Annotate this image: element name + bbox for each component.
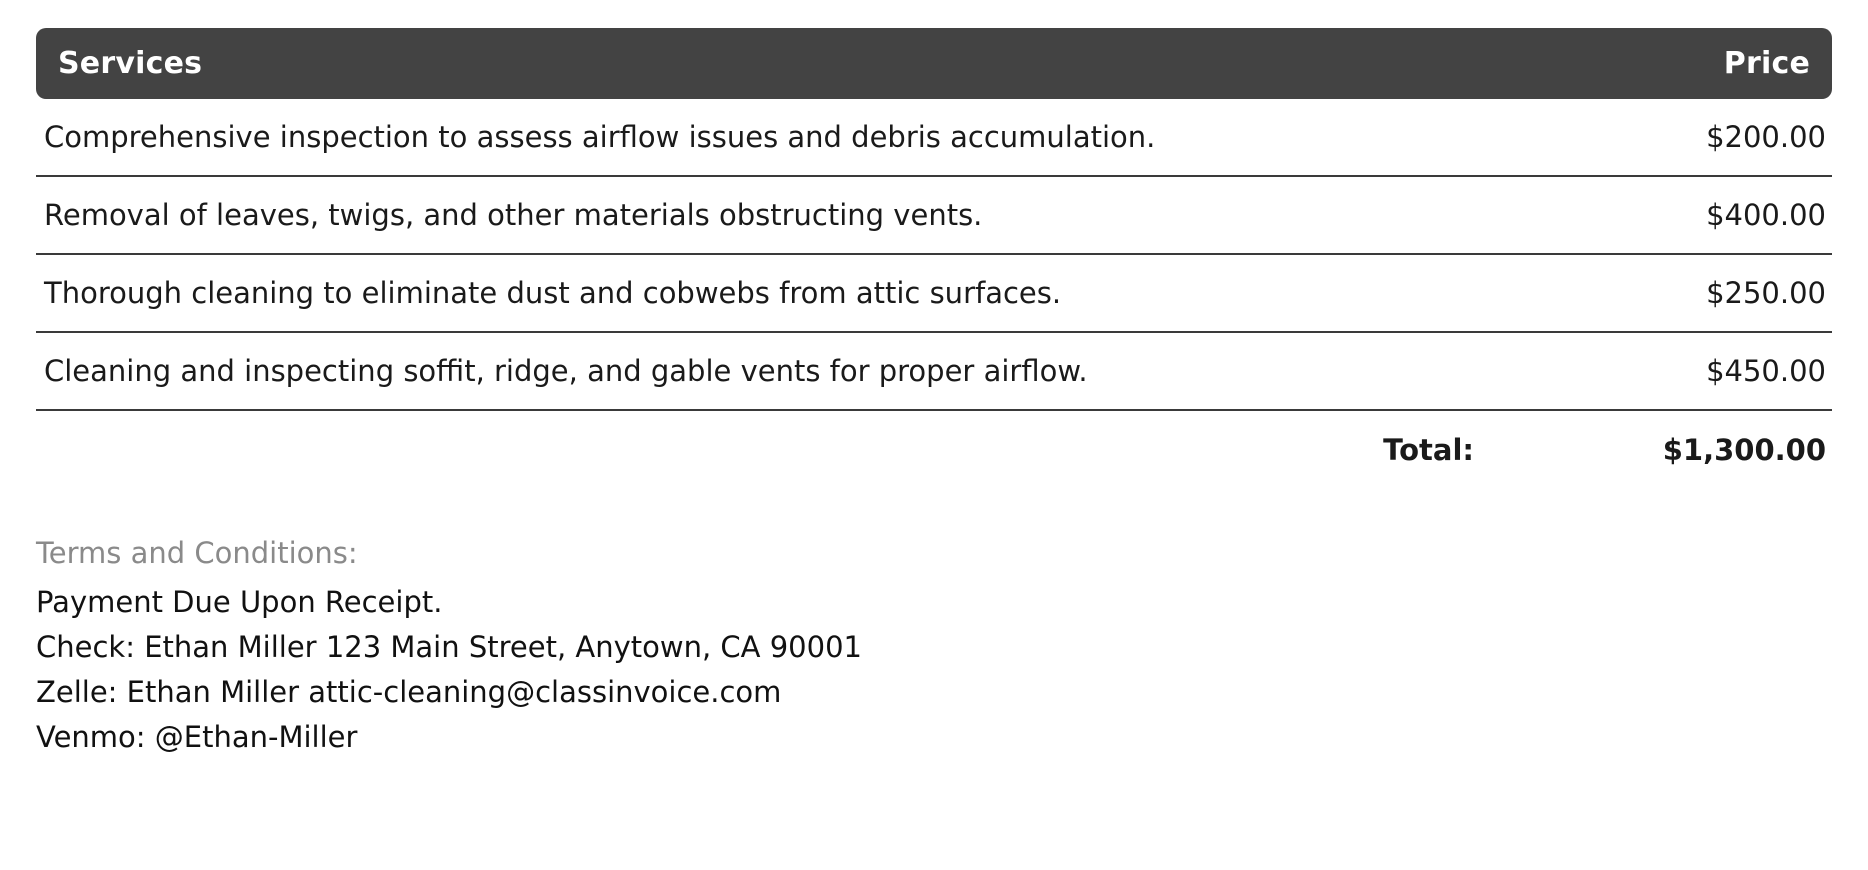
total-value: $1,300.00 [1662, 433, 1826, 467]
services-table-body [36, 99, 1832, 488]
terms-line-payment: Payment Due Upon Receipt. [36, 585, 443, 619]
services-table-head [36, 28, 1832, 99]
services-table [36, 28, 1832, 488]
service-price: $400.00 [1518, 176, 1832, 254]
services-table-header-row [36, 28, 1832, 99]
table-row [36, 332, 1832, 410]
terms-and-conditions-section [36, 536, 1832, 760]
service-price: $200.00 [1518, 99, 1832, 176]
service-price: $450.00 [1518, 332, 1832, 410]
total-label: Total: [1383, 433, 1474, 467]
table-row [36, 99, 1832, 176]
terms-heading: Terms and Conditions: [36, 536, 358, 570]
column-header-price: Price [1518, 28, 1832, 99]
terms-line-venmo: Venmo: @Ethan-Miller [36, 719, 358, 754]
service-description: Thorough cleaning to eliminate dust and cobwebs from attic surfaces. [36, 254, 1518, 332]
terms-line-zelle: Zelle: Ethan Miller attic-cleaning@classinvoice.com [36, 674, 782, 709]
terms-line-check: Check: Ethan Miller 123 Main Street, Anytown, CA 90001 [36, 629, 862, 664]
table-row [36, 254, 1832, 332]
total-row [36, 410, 1832, 488]
service-description: Cleaning and inspecting soffit, ridge, and gable vents for proper airflow. [36, 332, 1518, 410]
service-description: Removal of leaves, twigs, and other materials obstructing vents. [36, 176, 1518, 254]
column-header-services: Services [36, 28, 1518, 99]
table-row [36, 176, 1832, 254]
service-price: $250.00 [1518, 254, 1832, 332]
service-description: Comprehensive inspection to assess airflow issues and debris accumulation. [36, 99, 1518, 176]
